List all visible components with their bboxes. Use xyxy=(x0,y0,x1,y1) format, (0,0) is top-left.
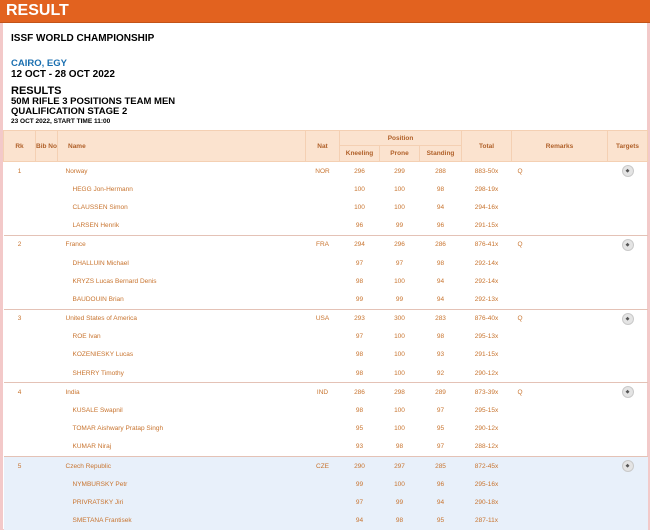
col-remarks: Remarks xyxy=(512,131,608,162)
start-time: 23 OCT 2022, START TIME 11:00 xyxy=(11,118,111,125)
member-bib xyxy=(36,475,58,493)
member-remarks xyxy=(512,420,608,438)
member-remarks xyxy=(512,272,608,290)
member-row xyxy=(4,217,648,236)
member-standing: 94 xyxy=(436,277,445,285)
member-remarks xyxy=(512,512,608,530)
member-bib xyxy=(36,290,58,309)
member-targets xyxy=(608,217,648,236)
member-targets xyxy=(608,438,648,457)
team-name: India xyxy=(58,383,306,402)
member-rank xyxy=(4,512,36,530)
member-rank xyxy=(4,254,36,272)
member-kneeling: 95 xyxy=(355,425,364,433)
member-bib xyxy=(36,438,58,457)
member-bib xyxy=(36,272,58,290)
member-kneeling: 99 xyxy=(355,480,364,488)
member-total: 292-13x xyxy=(474,295,499,303)
member-prone: 97 xyxy=(395,259,404,267)
member-prone: 100 xyxy=(394,351,405,359)
results-table xyxy=(3,130,648,530)
team-row xyxy=(4,383,648,402)
member-targets xyxy=(608,254,648,272)
member-rank xyxy=(4,217,36,236)
member-prone: 100 xyxy=(394,480,405,488)
team-nat: CZE xyxy=(306,457,340,476)
team-bib xyxy=(36,309,58,328)
team-standing: 289 xyxy=(420,383,462,402)
member-targets xyxy=(608,180,648,198)
member-targets xyxy=(608,328,648,346)
championship-dates: 12 OCT - 28 OCT 2022 xyxy=(11,69,115,80)
team-nat: NOR xyxy=(306,162,340,181)
col-prone: Prone xyxy=(380,146,420,162)
member-prone: 100 xyxy=(394,425,405,433)
member-nat xyxy=(306,346,340,364)
member-total: 290-12x xyxy=(474,425,499,433)
team-prone: 297 xyxy=(380,457,420,476)
stage-name: QUALIFICATION STAGE 2 xyxy=(11,106,128,117)
team-remarks: Q xyxy=(512,235,608,254)
team-kneeling: 294 xyxy=(340,235,380,254)
member-rank xyxy=(4,493,36,511)
target-view-icon[interactable]: ◆ xyxy=(622,313,634,325)
member-name: KUMAR Niraj xyxy=(72,443,112,451)
member-standing: 95 xyxy=(436,517,445,525)
team-total: 873-39x xyxy=(462,383,512,402)
member-total: 295-16x xyxy=(474,480,499,488)
target-view-icon[interactable]: ◆ xyxy=(622,386,634,398)
member-kneeling: 96 xyxy=(355,222,364,230)
member-nat xyxy=(306,217,340,236)
member-prone: 100 xyxy=(394,369,405,377)
member-rank xyxy=(4,346,36,364)
member-row xyxy=(4,364,648,383)
member-rank xyxy=(4,364,36,383)
member-total: 292-14x xyxy=(474,259,499,267)
member-prone: 100 xyxy=(394,407,405,415)
team-rank: 2 xyxy=(4,235,36,254)
member-rank xyxy=(4,198,36,216)
team-name: France xyxy=(58,235,306,254)
member-standing: 97 xyxy=(436,407,445,415)
member-total: 290-18x xyxy=(474,498,499,506)
member-bib xyxy=(36,198,58,216)
member-nat xyxy=(306,272,340,290)
member-row xyxy=(4,290,648,309)
member-remarks xyxy=(512,401,608,419)
member-remarks xyxy=(512,493,608,511)
team-standing: 285 xyxy=(420,457,462,476)
member-remarks xyxy=(512,217,608,236)
championship-title: ISSF WORLD CHAMPIONSHIP xyxy=(11,33,155,44)
member-standing: 98 xyxy=(436,185,445,193)
member-standing: 95 xyxy=(436,425,445,433)
member-kneeling: 97 xyxy=(355,259,364,267)
team-targets xyxy=(608,235,648,254)
member-prone: 98 xyxy=(395,443,404,451)
member-row xyxy=(4,420,648,438)
member-kneeling: 94 xyxy=(355,517,364,525)
team-bib xyxy=(36,235,58,254)
member-name: SHERRY Timothy xyxy=(72,369,124,377)
team-rank: 4 xyxy=(4,383,36,402)
team-rank: 5 xyxy=(4,457,36,476)
col-standing: Standing xyxy=(420,146,462,162)
member-prone: 98 xyxy=(395,517,404,525)
member-name: HEGG Jon-Hermann xyxy=(72,185,133,193)
team-prone: 296 xyxy=(380,235,420,254)
member-kneeling: 98 xyxy=(355,277,364,285)
member-row xyxy=(4,272,648,290)
member-kneeling: 93 xyxy=(355,443,364,451)
member-nat xyxy=(306,475,340,493)
member-total: 294-16x xyxy=(474,203,499,211)
member-nat xyxy=(306,493,340,511)
member-targets xyxy=(608,420,648,438)
member-nat xyxy=(306,290,340,309)
col-targets: Targets xyxy=(608,131,648,162)
team-targets xyxy=(608,162,648,181)
member-name: KUSALE Swapnil xyxy=(72,407,123,415)
member-bib xyxy=(36,346,58,364)
member-remarks xyxy=(512,180,608,198)
member-name: CLAUSSEN Simon xyxy=(72,203,128,211)
member-prone: 100 xyxy=(394,333,405,341)
member-prone: 100 xyxy=(394,185,405,193)
member-total: 291-15x xyxy=(474,351,499,359)
member-standing: 97 xyxy=(436,443,445,451)
team-remarks: Q xyxy=(512,383,608,402)
member-rank xyxy=(4,420,36,438)
member-total: 292-14x xyxy=(474,277,499,285)
member-remarks xyxy=(512,198,608,216)
team-total: 876-40x xyxy=(462,309,512,328)
member-nat xyxy=(306,364,340,383)
member-remarks xyxy=(512,475,608,493)
member-row xyxy=(4,475,648,493)
member-nat xyxy=(306,401,340,419)
member-prone: 99 xyxy=(395,498,404,506)
member-standing: 96 xyxy=(436,222,445,230)
team-row xyxy=(4,309,648,328)
member-nat xyxy=(306,420,340,438)
member-name: ROE Ivan xyxy=(72,333,101,341)
results-heading: RESULTS xyxy=(11,85,62,97)
col-kneeling: Kneeling xyxy=(340,146,380,162)
member-rank xyxy=(4,328,36,346)
member-prone: 100 xyxy=(394,203,405,211)
team-kneeling: 293 xyxy=(340,309,380,328)
member-nat xyxy=(306,254,340,272)
member-bib xyxy=(36,254,58,272)
team-name: Czech Republic xyxy=(58,457,306,476)
team-total: 872-45x xyxy=(462,457,512,476)
member-standing: 98 xyxy=(436,333,445,341)
member-name: TOMAR Aishwary Pratap Singh xyxy=(72,425,164,433)
member-standing: 92 xyxy=(436,369,445,377)
member-standing: 94 xyxy=(436,203,445,211)
member-nat xyxy=(306,180,340,198)
member-bib xyxy=(36,493,58,511)
team-prone: 300 xyxy=(380,309,420,328)
team-name: Norway xyxy=(58,162,306,181)
member-total: 295-15x xyxy=(474,407,499,415)
member-name: LARSEN Henrik xyxy=(72,222,120,230)
col-rk: Rk xyxy=(4,131,36,162)
team-targets xyxy=(608,457,648,476)
team-standing: 288 xyxy=(420,162,462,181)
member-rank xyxy=(4,475,36,493)
member-name: BAUDOUIN Brian xyxy=(72,295,124,303)
team-targets xyxy=(608,383,648,402)
location-link[interactable]: CAIRO, EGY xyxy=(11,58,67,69)
member-row xyxy=(4,198,648,216)
team-nat: IND xyxy=(306,383,340,402)
page-banner: RESULT xyxy=(0,0,650,23)
member-nat xyxy=(306,328,340,346)
team-rank: 1 xyxy=(4,162,36,181)
member-kneeling: 97 xyxy=(355,498,364,506)
team-kneeling: 290 xyxy=(340,457,380,476)
team-targets xyxy=(608,309,648,328)
col-bib: Bib No xyxy=(36,131,58,162)
member-rank xyxy=(4,401,36,419)
member-remarks xyxy=(512,364,608,383)
member-row xyxy=(4,346,648,364)
target-view-icon[interactable]: ◆ xyxy=(622,239,634,251)
target-view-icon[interactable]: ◆ xyxy=(622,165,634,177)
member-targets xyxy=(608,475,648,493)
member-remarks xyxy=(512,254,608,272)
member-name: SMETANA Frantisek xyxy=(72,517,132,525)
team-remarks xyxy=(512,457,608,476)
member-targets xyxy=(608,364,648,383)
member-total: 298-19x xyxy=(474,185,499,193)
member-remarks xyxy=(512,346,608,364)
member-standing: 93 xyxy=(436,351,445,359)
event-name: 50M RIFLE 3 POSITIONS TEAM MEN xyxy=(11,96,176,107)
member-row xyxy=(4,493,648,511)
member-targets xyxy=(608,290,648,309)
team-rank: 3 xyxy=(4,309,36,328)
member-rank xyxy=(4,180,36,198)
member-total: 287-11x xyxy=(475,517,499,525)
member-bib xyxy=(36,328,58,346)
member-bib xyxy=(36,180,58,198)
team-remarks: Q xyxy=(512,309,608,328)
member-bib xyxy=(36,364,58,383)
member-row xyxy=(4,401,648,419)
member-rank xyxy=(4,272,36,290)
member-bib xyxy=(36,512,58,530)
member-remarks xyxy=(512,328,608,346)
member-total: 295-13x xyxy=(474,333,499,341)
team-remarks: Q xyxy=(512,162,608,181)
team-name: United States of America xyxy=(58,309,306,328)
team-bib xyxy=(36,457,58,476)
team-prone: 298 xyxy=(380,383,420,402)
team-row xyxy=(4,457,648,476)
member-bib xyxy=(36,420,58,438)
member-nat xyxy=(306,198,340,216)
member-rank xyxy=(4,290,36,309)
team-total: 876-41x xyxy=(462,235,512,254)
results-header xyxy=(3,23,647,133)
member-standing: 96 xyxy=(436,480,445,488)
team-total: 883-50x xyxy=(462,162,512,181)
member-row xyxy=(4,328,648,346)
member-targets xyxy=(608,346,648,364)
member-standing: 98 xyxy=(436,259,445,267)
col-total: Total xyxy=(462,131,512,162)
team-bib xyxy=(36,383,58,402)
col-position: Position xyxy=(340,131,462,146)
team-standing: 286 xyxy=(420,235,462,254)
team-row xyxy=(4,235,648,254)
member-kneeling: 100 xyxy=(354,203,365,211)
team-kneeling: 286 xyxy=(340,383,380,402)
member-name: DHALLUIN Michael xyxy=(72,259,129,267)
member-rank xyxy=(4,438,36,457)
col-name: Name xyxy=(58,131,306,162)
member-standing: 94 xyxy=(436,295,445,303)
member-bib xyxy=(36,217,58,236)
member-nat xyxy=(306,512,340,530)
member-kneeling: 98 xyxy=(355,351,364,359)
results-frame xyxy=(3,23,647,529)
member-name: KOZENIESKY Lucas xyxy=(72,351,134,359)
member-row xyxy=(4,180,648,198)
team-bib xyxy=(36,162,58,181)
team-standing: 283 xyxy=(420,309,462,328)
member-targets xyxy=(608,512,648,530)
team-kneeling: 296 xyxy=(340,162,380,181)
member-kneeling: 98 xyxy=(355,369,364,377)
member-targets xyxy=(608,493,648,511)
team-nat: USA xyxy=(306,309,340,328)
member-name: KRYZS Lucas Bernard Denis xyxy=(72,277,157,285)
member-kneeling: 99 xyxy=(355,295,364,303)
team-row xyxy=(4,162,648,181)
member-kneeling: 100 xyxy=(354,185,365,193)
member-remarks xyxy=(512,290,608,309)
member-targets xyxy=(608,198,648,216)
member-kneeling: 98 xyxy=(355,407,364,415)
member-standing: 94 xyxy=(436,498,445,506)
member-row xyxy=(4,512,648,530)
member-targets xyxy=(608,401,648,419)
member-total: 288-12x xyxy=(474,443,499,451)
member-row xyxy=(4,254,648,272)
member-prone: 100 xyxy=(394,277,405,285)
member-bib xyxy=(36,401,58,419)
results-body xyxy=(4,162,648,530)
member-remarks xyxy=(512,438,608,457)
team-nat: FRA xyxy=(306,235,340,254)
member-nat xyxy=(306,438,340,457)
member-prone: 99 xyxy=(395,295,404,303)
member-total: 290-12x xyxy=(474,369,499,377)
member-row xyxy=(4,438,648,457)
col-nat: Nat xyxy=(306,131,340,162)
member-targets xyxy=(608,272,648,290)
member-name: PRIVRATSKY Jiri xyxy=(72,498,124,506)
target-view-icon[interactable]: ◆ xyxy=(622,460,634,472)
member-kneeling: 97 xyxy=(355,333,364,341)
member-prone: 99 xyxy=(395,222,404,230)
member-name: NYMBURSKY Petr xyxy=(72,480,128,488)
team-prone: 299 xyxy=(380,162,420,181)
member-total: 291-15x xyxy=(474,222,499,230)
